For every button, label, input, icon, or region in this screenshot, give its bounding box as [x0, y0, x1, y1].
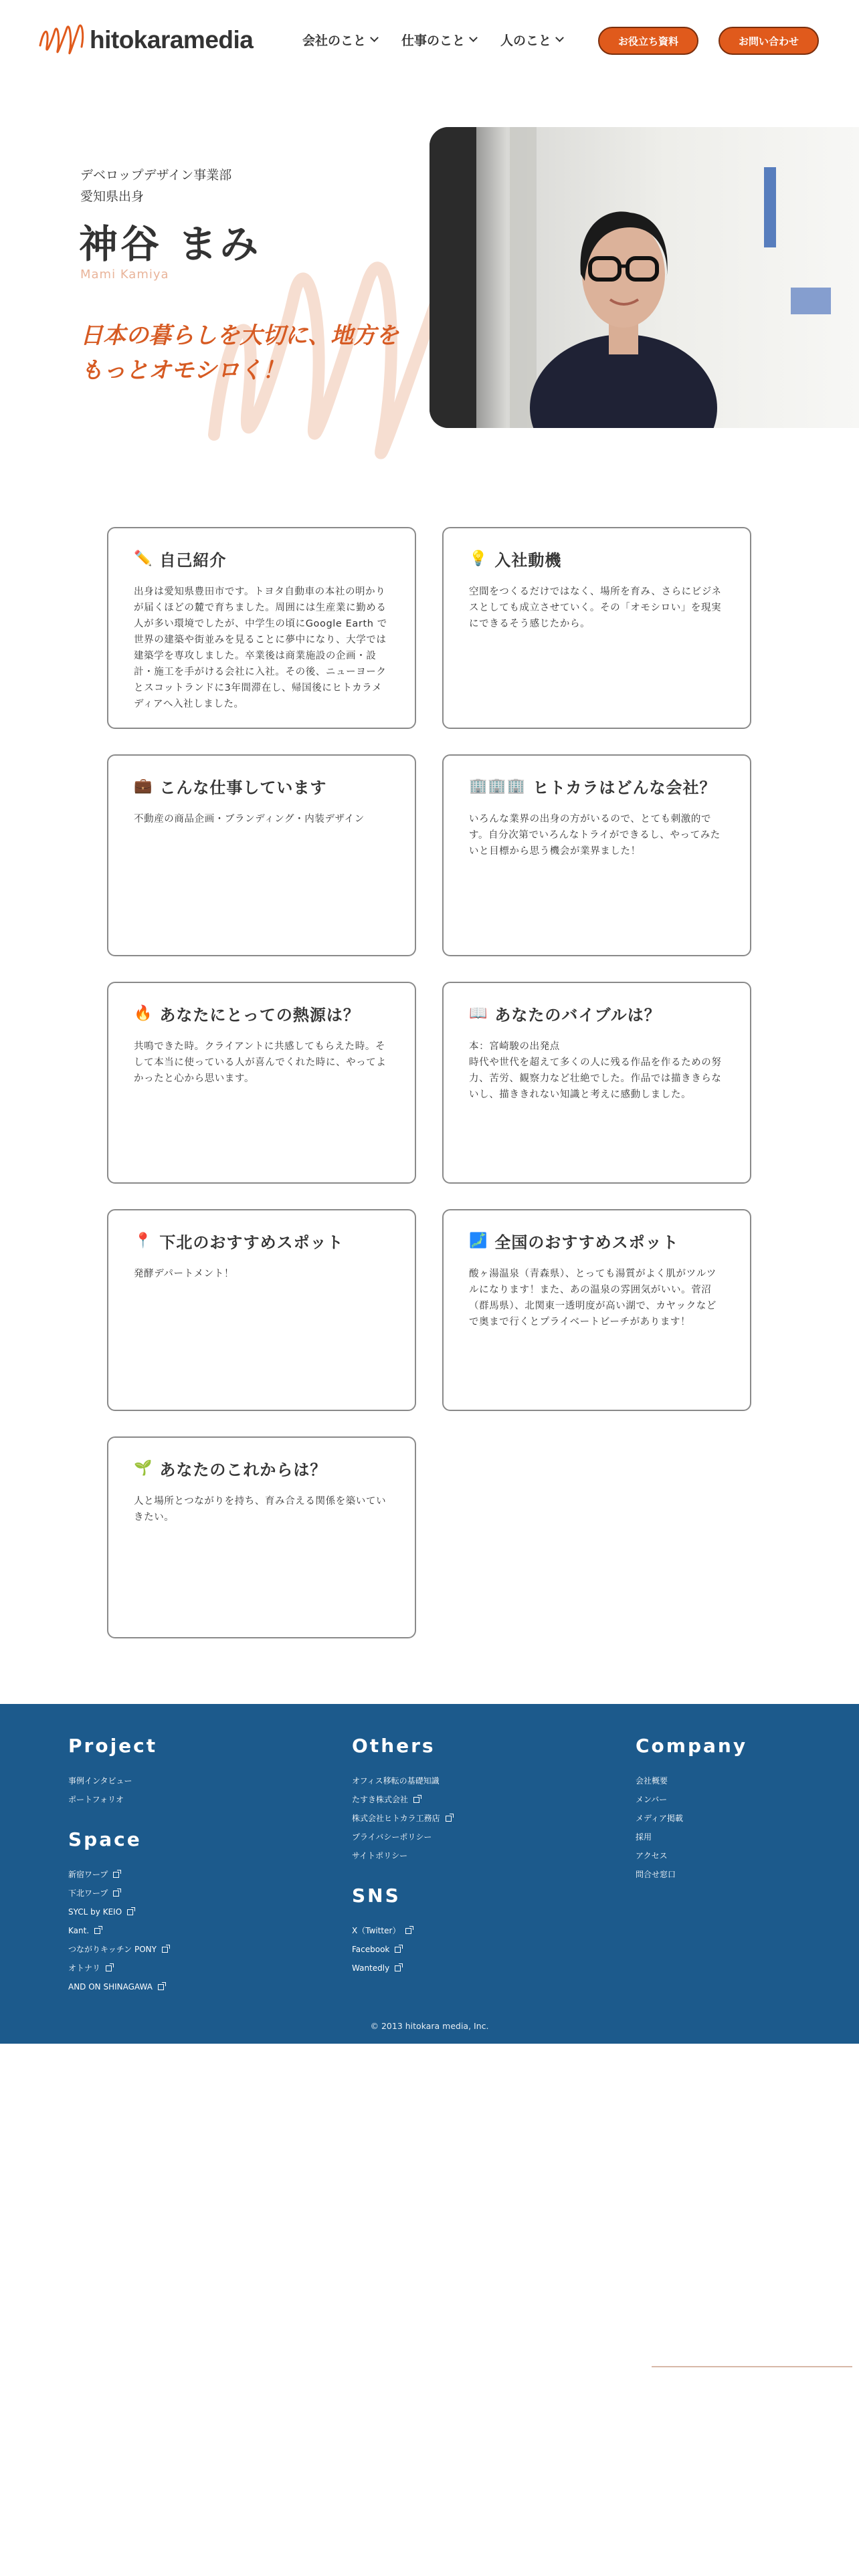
card-body: いろんな業界の出身の方がいるので、とても刺激的です。自分次第でいろんなトライができるし、やってみたいと目標から思う機会が業界ました！ [469, 814, 721, 857]
card-body: 人と場所とつながりを持ち、育み合える関係を築いていきたい。 [134, 1496, 387, 1523]
external-link-icon [113, 1891, 119, 1897]
footer-heading: Project [68, 1735, 158, 1757]
nav-item-label: 人のこと [500, 33, 552, 48]
footer-link[interactable]: 事例インタビュー [68, 1776, 132, 1786]
card-national-spot [442, 1209, 751, 1411]
chevron-down-icon [469, 33, 478, 42]
card-body: 本：宮崎駿の出発点 時代や世代を超えて多くの人に残る作品を作るための努力、苦労、観察力など壮絶でした。作品では描ききらないし、描ききれない知識と考えに感動しました。 [469, 1041, 722, 1100]
footer-project [68, 1735, 157, 1809]
map-icon: 🗾 [469, 1232, 488, 1249]
external-link-icon [395, 1965, 401, 1971]
footer-link[interactable]: 会社概要 [636, 1776, 668, 1786]
card-body: 不動産の商品企画・ブランディング・内装デザイン [134, 814, 365, 825]
footer-heading: Space [68, 1828, 142, 1850]
card-passion [107, 982, 416, 1184]
fire-icon: 🔥 [134, 1005, 153, 1022]
origin-text: 愛知県出身 [80, 189, 145, 204]
nav-item-people[interactable] [500, 25, 563, 53]
external-link-icon [405, 1928, 411, 1934]
footer-others [352, 1735, 452, 1865]
sprout-icon: 🌱 [134, 1460, 153, 1477]
footer-link[interactable]: 下北ワープ [68, 1884, 168, 1903]
footer-link[interactable]: オトナリ [68, 1959, 168, 1977]
copyright-text: © 2013 hitokara media, Inc. [370, 2021, 489, 2031]
external-link-icon [113, 1872, 119, 1878]
card-motivation [442, 527, 751, 729]
logo-text: hitokaramedia [90, 26, 254, 53]
footer-link[interactable]: メンバー [636, 1795, 668, 1804]
catchphrase: 日本の暮らしを大切に、地方をもっとオモシロく！ [80, 322, 399, 384]
footer-link[interactable]: 問合せ窓口 [636, 1870, 676, 1879]
member-name: 神谷 まみ [79, 221, 262, 267]
external-link-icon [94, 1928, 100, 1934]
card-bible [442, 982, 751, 1184]
book-icon: 📖 [469, 1005, 488, 1022]
main-nav [302, 25, 587, 53]
footer-link[interactable]: オフィス移転の基礎知識 [352, 1776, 440, 1786]
footer-link[interactable]: アクセス [636, 1851, 668, 1860]
pin-icon: 📍 [134, 1232, 153, 1249]
external-link-icon [413, 1797, 419, 1803]
card-body: 共鳴できた時。クライアントに共感してもらえた時。そして本当に使っている人が喜んでくれた時に、やってよかったと心から思います。 [134, 1041, 387, 1084]
footer-link[interactable]: X（Twitter） [352, 1921, 411, 1940]
building-icon: 🏢🏢🏢 [469, 778, 527, 794]
lightbulb-icon: 💡 [469, 550, 488, 567]
footer-link[interactable]: たすき株式会社 [352, 1790, 452, 1809]
site-header [0, 0, 859, 80]
footer-link[interactable]: メディア掲載 [636, 1814, 684, 1823]
card-shimokita-spot [107, 1209, 416, 1411]
footer-sns [352, 1885, 411, 1977]
nav-item-label: 会社のこと [302, 33, 367, 48]
card-title: 🔥 あなたにとっての熱源は？ [134, 1005, 360, 1025]
contact-button[interactable]: お問い合わせ [719, 27, 819, 55]
resources-button[interactable]: お役立ち資料 [598, 27, 698, 55]
card-title: 💼 こんな仕事しています [134, 778, 327, 797]
footer-link[interactable]: AND ON SHINAGAWA [68, 1977, 168, 1996]
nav-item-company[interactable] [302, 25, 377, 53]
card-body: 空間をつくるだけではなく、場所を育み、さらにビジネスとしても成立させていく。その「オモシロい」を現実にできるそう感じたから。 [469, 586, 722, 629]
card-title: 📍 下北のおすすめスポット [134, 1232, 344, 1252]
nav-item-label: 仕事のこと [401, 33, 466, 48]
footer-company [636, 1735, 747, 1884]
card-title: 🌱 あなたのこれからは？ [134, 1460, 327, 1479]
card-body: 発酵デパートメント！ [134, 1269, 234, 1279]
member-photo [430, 127, 859, 428]
external-link-icon [446, 1816, 452, 1822]
logo[interactable] [37, 20, 253, 60]
footer-link[interactable]: サイトポリシー [352, 1851, 408, 1860]
external-link-icon [395, 1947, 401, 1953]
member-name-romaji: Mami Kamiya [80, 267, 169, 282]
footer-heading: SNS [352, 1885, 401, 1907]
department-text: デベロップデザイン事業部 [80, 168, 232, 183]
decorative-divider [652, 2366, 852, 2367]
card-title: 💡 入社動機 [469, 550, 562, 570]
card-self-introduction [107, 527, 416, 729]
card-future [107, 1436, 416, 1638]
footer-link[interactable]: ポートフォリオ [68, 1795, 124, 1804]
footer-link[interactable]: つながりキッチン PONY [68, 1940, 168, 1959]
profile-meta [80, 165, 231, 207]
chevron-down-icon [370, 33, 379, 42]
footer-link[interactable]: 株式会社ヒトカラ工務店 [352, 1809, 452, 1828]
pencil-icon: ✏️ [134, 550, 153, 567]
footer-link[interactable]: 採用 [636, 1832, 652, 1842]
footer-link[interactable]: SYCL by KEIO [68, 1903, 168, 1921]
footer-link[interactable]: 新宿ワープ [68, 1865, 168, 1884]
external-link-icon [106, 1965, 112, 1971]
card-title: ✏️ 自己紹介 [134, 550, 227, 570]
external-link-icon [158, 1984, 164, 1990]
card-title: 📖 あなたのバイブルは？ [469, 1005, 661, 1025]
card-work [107, 754, 416, 956]
site-footer [0, 1704, 859, 2044]
card-body: 酸ヶ湯温泉（青森県）、とっても湯質がよく肌がツルツルになります！また、あの温泉の雰囲気がいい。菅沼（群馬県）、北関東一透明度が高い湖で、カヤックなどで奥まで行くとプライベートビーチがあります！ [469, 1269, 717, 1327]
external-link-icon [127, 1909, 133, 1915]
footer-link[interactable]: Kant. [68, 1921, 168, 1940]
external-link-icon [162, 1947, 168, 1953]
card-title: 🏢🏢🏢 ヒトカラはどんな会社？ [469, 778, 717, 797]
footer-link[interactable]: プライバシーポリシー [352, 1832, 432, 1842]
footer-heading: Others [352, 1735, 436, 1757]
card-title: 🗾 全国のおすすめスポット [469, 1232, 679, 1252]
footer-heading: Company [636, 1735, 748, 1757]
logo-swirl-icon [37, 20, 88, 60]
card-company [442, 754, 751, 956]
footer-link[interactable]: Wantedly [352, 1959, 411, 1977]
footer-link[interactable]: Facebook [352, 1940, 411, 1959]
card-body: 出身は愛知県豊田市です。トヨタ自動車の本社の明かりが届くほどの麓で育ちました。周囲には生産業に勤める人が多い環境でしたが、中学生の頃にGoogle Earth で世界の建築や街並みを見ることに夢中になり、大学では建築学を専攻しました。卒業後は商業施設の企画・設計・施工を手がける会社に入社。その後、ニューヨークとスコットランドに3年間滞在し、帰国後にヒトカラメディアへ入社しました。 [134, 586, 387, 710]
nav-item-work[interactable] [401, 25, 476, 53]
portrait-image [430, 127, 859, 428]
footer-space [68, 1828, 168, 1996]
briefcase-icon: 💼 [134, 778, 153, 794]
chevron-down-icon [555, 33, 564, 42]
